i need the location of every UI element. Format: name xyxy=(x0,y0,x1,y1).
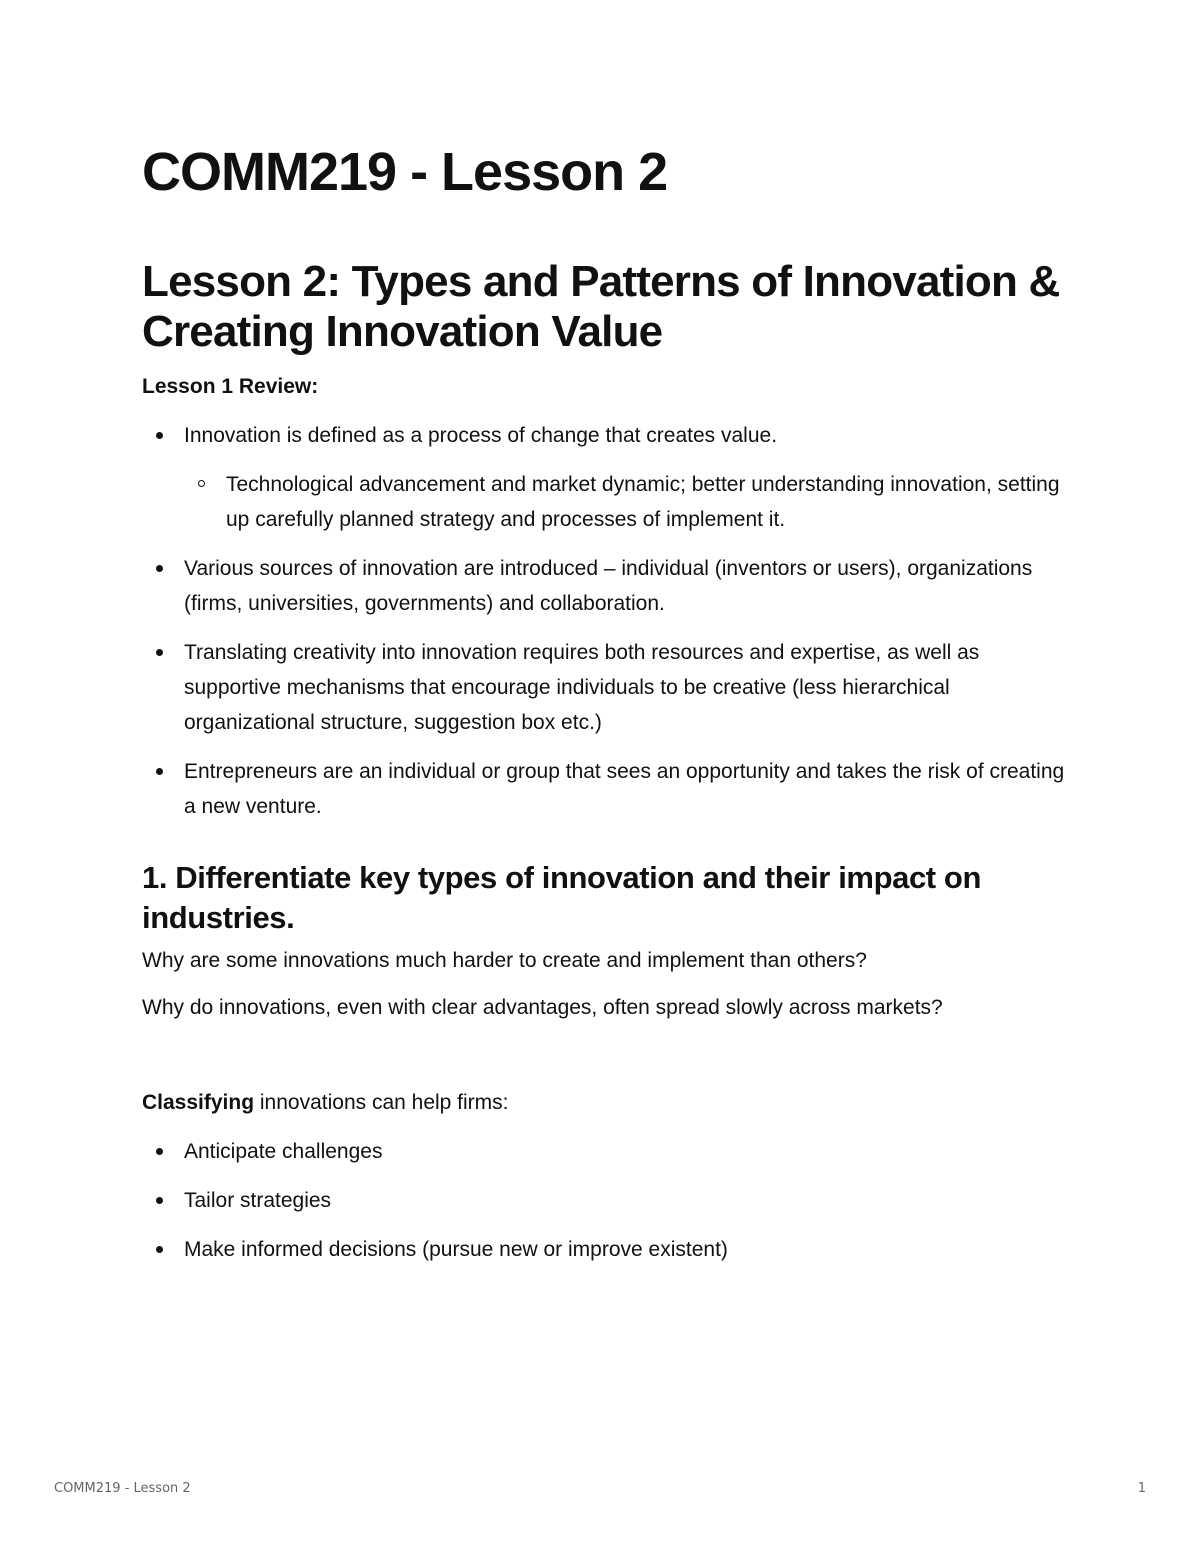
page-title: COMM219 - Lesson 2 xyxy=(142,142,668,202)
review-list xyxy=(142,418,1072,824)
help-item: Make informed decisions (pursue new or improve existent) xyxy=(142,1232,1072,1267)
footer-title: COMM219 - Lesson 2 xyxy=(54,1481,191,1496)
review-item-text: Innovation is defined as a process of change that creates value. xyxy=(184,424,778,448)
help-item: Tailor strategies xyxy=(142,1183,1072,1218)
question-2: Why do innovations, even with clear advantages, often spread slowly across markets? xyxy=(142,995,943,1019)
lesson-heading: Lesson 2: Types and Patterns of Innovation & Creating Innovation Value xyxy=(142,256,1060,356)
document-page xyxy=(142,140,1072,1281)
review-subitem: Technological advancement and market dynamic; better understanding innovation, setting up carefully planned strategy and processes of implement it. xyxy=(184,467,1072,537)
question-1: Why are some innovations much harder to create and implement than others? xyxy=(142,948,867,972)
classify-rest: innovations can help firms: xyxy=(254,1090,509,1114)
classify-intro xyxy=(142,1085,1072,1120)
page-number: 1 xyxy=(1137,1481,1146,1496)
section-heading: 1. Differentiate key types of innovation and their impact on industries. xyxy=(142,860,981,936)
help-item: Anticipate challenges xyxy=(142,1134,1072,1169)
review-item: Various sources of innovation are introduced – individual (inventors or users), organizations (firms, universities, governments) and collaboration. xyxy=(142,551,1072,621)
classify-bold: Classifying xyxy=(142,1090,255,1114)
review-item xyxy=(142,418,1072,537)
review-sublist xyxy=(184,467,1072,537)
review-item: Entrepreneurs are an individual or group that sees an opportunity and takes the risk of creating a new venture. xyxy=(142,754,1072,824)
review-label: Lesson 1 Review: xyxy=(142,375,319,399)
review-item: Translating creativity into innovation requires both resources and expertise, as well as supportive mechanisms that encourage individuals to be creative (less hierarchical organizational structure, suggestion box etc.) xyxy=(142,635,1072,740)
help-list xyxy=(142,1134,1072,1267)
